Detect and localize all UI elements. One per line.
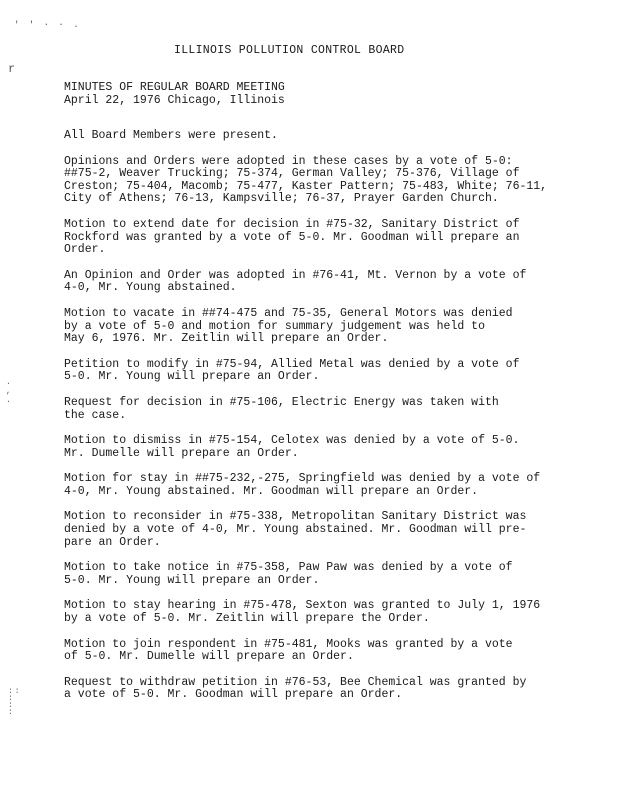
paragraph: Request for decision in #75-106, Electric Energy was taken with the case. (64, 395, 499, 422)
paragraph: An Opinion and Order was adopted in #76-41, Mt. Vernon by a vote of 4-0, Mr. Young abstained. (64, 268, 527, 295)
paragraph: Motion to join respondent in #75-481, Mooks was granted by a vote of 5-0. Mr. Dumelle will prepare an Order. (64, 637, 513, 664)
paragraph: Motion to extend date for decision in #75-32, Sanitary District of Rockford was granted by a vote of 5-0. Mr. Goodman will prepare an Order. (64, 217, 520, 257)
scan-mark-top: ' ' · · . (14, 20, 81, 30)
paragraph: Motion for stay in ##75-232,-275, Springfield was denied by a vote of 4-0, Mr. Young abstained. Mr. Goodman will prepare an Order. (64, 472, 541, 498)
scan-mark-tick: r (8, 62, 18, 76)
heading-line-2: April 22, 1976 Chicago, Illinois (64, 94, 285, 107)
paragraph: Opinions and Orders were adopted in these cases by a vote of 5-0: ##75-2, Weaver Trucking; 75-374, German Valley; 75-376, Village of Creston; 75-404, Macomb; 75-477, Kaster Pattern; 75-483, White; 76-11, City of Athens; 76-13, Kampsville; 76-37, Prayer Garden Church. (64, 154, 548, 206)
paragraph: Motion to take notice in #75-358, Paw Paw was denied by a vote of 5-0. Mr. Young will prepare an Order. (64, 561, 513, 587)
paragraph: Motion to vacate in ##74-475 and 75-35, General Motors was denied by a vote of 5-0 and motion for summary judgement was held to May 6, 1976. Mr. Zeitlin will prepare an Order. (64, 306, 513, 346)
minutes-body (64, 130, 564, 715)
scan-mark-bottom: :: : : : (8, 687, 22, 717)
paragraph: Motion to dismiss in #75-154, Celotex was denied by a vote of 5-0. Mr. Dumelle will prepare an Order. (64, 434, 520, 460)
paragraph: Motion to stay hearing in #75-478, Sexton was granted to July 1, 1976 by a vote of 5-0. Mr. Zeitlin will prepare the Order. (64, 599, 541, 626)
document-title: ILLINOIS POLLUTION CONTROL BOARD (174, 44, 405, 57)
paragraph: All Board Members were present. (64, 129, 278, 142)
scan-mark-mid: . , . (6, 378, 13, 405)
paragraph: Request to withdraw petition in #76-53, Bee Chemical was granted by a vote of 5-0. Mr. Goodman will prepare an Order. (64, 675, 527, 702)
heading-line-1: MINUTES OF REGULAR BOARD MEETING (64, 81, 285, 94)
paragraph: Motion to reconsider in #75-338, Metropolitan Sanitary District was denied by a vote of 4-0, Mr. Young abstained. Mr. Goodman will pre- pare an Order. (64, 510, 527, 549)
minutes-heading (64, 81, 285, 107)
paragraph: Petition to modify in #75-94, Allied Metal was denied by a vote of 5-0. Mr. Young will prepare an Order. (64, 357, 520, 384)
